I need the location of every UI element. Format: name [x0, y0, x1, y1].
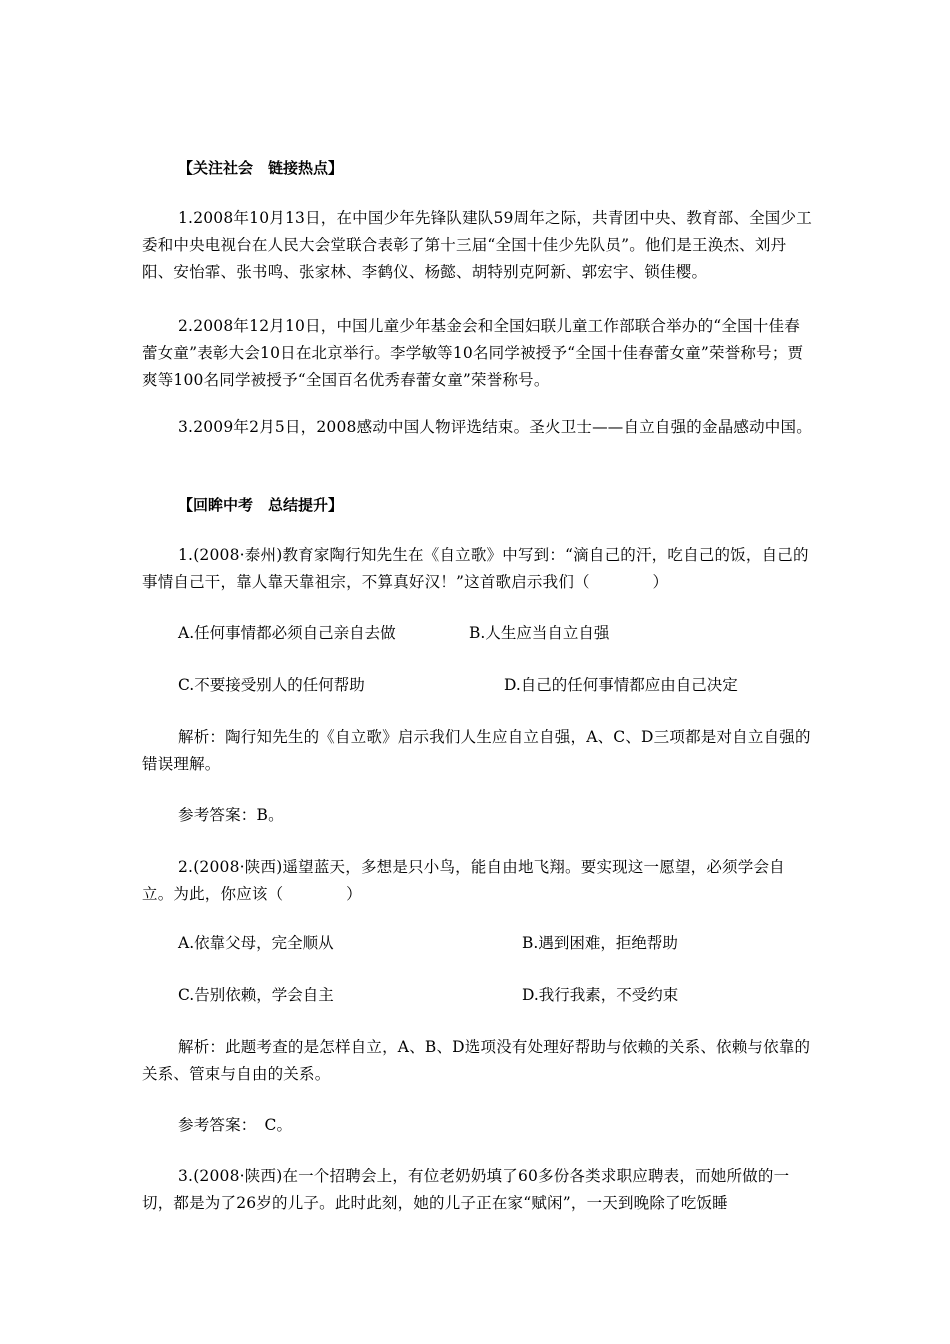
question-2-analysis: 解析：此题考查的是怎样自立，A、B、D选项没有处理好帮助与依赖的关系、依赖与依靠的关系、管束与自由的关系。 — [142, 1038, 811, 1083]
question-2-option-c: C.告别依赖，学会自主 — [178, 986, 334, 1004]
question-1-option-a: A.任何事情都必须自己亲自去做 — [178, 624, 396, 642]
question-1-option-c: C.不要接受别人的任何帮助 — [178, 676, 365, 694]
news-item-2: 2.2008年12月10日，中国儿童少年基金会和全国妇联儿童工作部联合举办的“全国十佳春蕾女童”表彰大会10日在北京举行。李学敏等10名同学被授予“全国十佳春蕾女童”荣誉称号；贾爽等100名同学被授予“全国百名优秀春蕾女童”荣誉称号。 — [142, 317, 804, 389]
question-2-answer: 参考答案： C。 — [178, 1116, 293, 1134]
section-heading-social: 【关注社会 链接热点】 — [178, 159, 344, 177]
question-3-stem: 3.(2008·陕西)在一个招聘会上，有位老奶奶填了60多份各类求职应聘表，而她所做的一切，都是为了26岁的儿子。此时此刻，她的儿子正在家“赋闲”，一天到晚除了吃饭睡 — [142, 1167, 790, 1212]
question-1-answer: 参考答案：B。 — [178, 806, 284, 824]
question-1-analysis: 解析：陶行知先生的《自立歌》启示我们人生应自立自强，A、C、D三项都是对自立自强的错误理解。 — [142, 728, 811, 773]
question-2-option-a: A.依靠父母，完全顺从 — [178, 934, 334, 952]
question-1-option-d: D.自己的任何事情都应由自己决定 — [504, 676, 738, 694]
question-2-option-b: B.遇到困难，拒绝帮助 — [522, 934, 678, 952]
question-2-stem: 2.(2008·陕西)遥望蓝天，多想是只小鸟，能自由地飞翔。要实现这一愿望，必须学会自立。为此，你应该（ ） — [142, 858, 785, 903]
section-heading-review: 【回眸中考 总结提升】 — [178, 496, 344, 514]
question-1-option-b: B.人生应当自立自强 — [469, 624, 610, 642]
news-item-1: 1.2008年10月13日，在中国少年先锋队建队59周年之际，共青团中央、教育部、全国少工委和中央电视台在人民大会堂联合表彰了第十三届“全国十佳少先队员”。他们是王涣杰、刘丹阳、安怡霏、张书鸣、张家林、李鹤仪、杨懿、胡特别克阿新、郭宏宇、锁佳樱。 — [142, 209, 812, 281]
news-item-3: 3.2009年2月5日，2008感动中国人物评选结束。圣火卫士——自立自强的金晶感动中国。 — [178, 418, 812, 436]
question-2-option-d: D.我行我素，不受约束 — [522, 986, 679, 1004]
question-1-stem: 1.(2008·泰州)教育家陶行知先生在《自立歌》中写到：“滴自己的汗，吃自己的饭，自己的事情自己干，靠人靠天靠祖宗，不算真好汉！”这首歌启示我们（ ） — [142, 546, 809, 591]
